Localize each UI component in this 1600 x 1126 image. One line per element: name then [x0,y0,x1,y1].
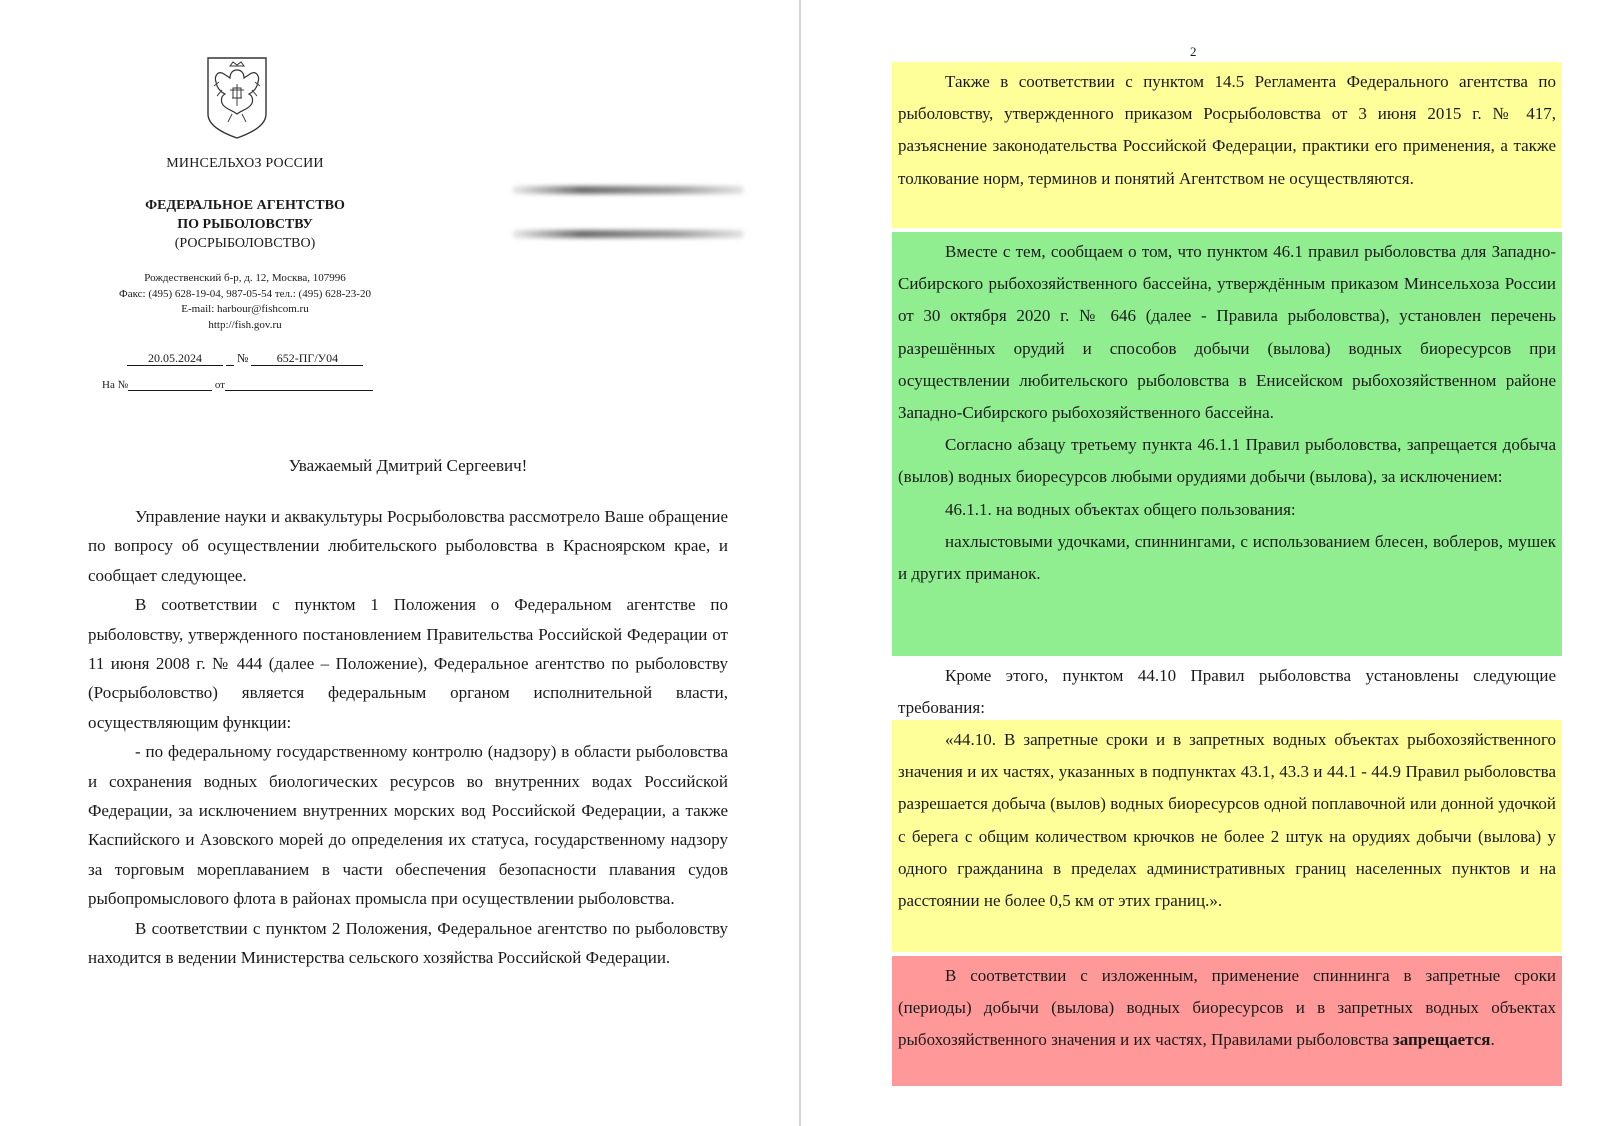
conclusion-text: В соответствии с изложенным, применение спиннинга в запретные сроки (периоды) добычи (вылова) водных биоресурсов и в запретных водных объектах рыбохозяйственного значения и их частях, Правилами рыболовства [898,966,1556,1050]
plain-block [892,656,1562,724]
highlight-block-red [892,956,1562,1086]
highlight-block-yellow [892,720,1562,952]
body-paragraph: Вместе с тем, сообщаем о том, что пунктом 46.1 правил рыболовства для Западно-Сибирского рыбохозяйственного бассейна, утверждённым приказом Минсельхоза России от 30 октября 2020 г. № 646 (далее - Правила рыболовства), установлен перечень разрешённых орудий и способов добычи (вылова) водных биоресурсов при осуществлении любительского рыболовства в Енисейском рыбохозяйственном районе Западно-Сибирского рыбохозяйственного бассейна. [898,242,1556,423]
body-paragraph: Кроме этого, пунктом 44.10 Правил рыболовства установлены следующие требования: [898,666,1556,718]
reply-to-field [128,378,212,391]
reply-from-label: от [214,379,225,391]
body-paragraph: нахлыстовыми удочками, спиннингами, с использованием блесен, воблеров, мушек и других приманок. [898,531,1556,584]
agency-name-line1: ФЕДЕРАЛЬНОЕ АГЕНТСТВО [145,198,345,213]
letter-number-label: № [237,351,249,365]
reference-line [102,378,373,391]
contacts-block [80,271,410,333]
letter-greeting: Уважаемый Дмитрий Сергеевич! [288,456,528,475]
reply-from-field [225,378,373,391]
body-paragraph: - по федеральному государственному контролю (надзору) в области рыболовства и сохранения водных биологических ресурсов во внутренних водах Российской Федерации, за исключением внутренних морских вод Российской Федерации, а также Каспийского и Азовского морей до определения их статуса, государственному надзору за торговым мореплаванием в части обеспечения безопасности плавания судов рыбопромыслового флота в районах промысла при осуществлении рыболовства. [88,742,728,909]
letter-body-left [88,502,728,973]
body-paragraph: 46.1.1. на водных объектах общего пользования: [945,499,1296,519]
russian-coat-of-arms-icon [204,56,270,140]
agency-email: E-mail: harbour@fishcom.ru [181,303,309,315]
letter-number: 652-ПГ/У04 [251,351,363,366]
agency-address: Рождественский б-р, д. 12, Москва, 107996 [144,272,346,284]
redacted-addressee-line [512,230,744,238]
reply-to-label: На № [102,379,129,391]
conclusion-verdict: запрещается [1392,1030,1491,1050]
agency-name-block [100,196,390,253]
agency-short-name: (РОСРЫБОЛОВСТВО) [174,236,316,251]
quoted-rule-paragraph: «44.10. В запретные сроки и в запретных водных объектах рыбохозяйственного значения и их частях, указанных в подпунктах 43.1, 43.3 и 44.1 - 44.9 Правил рыболовства разрешается добыча (вылов) водных биоресурсов одной поплавочной или донной удочкой с берега с общим количеством крючков не более 2 штук на орудиях добычи (вылова) у одного гражданина в пределах административных границ населенных пунктов и на расстоянии не более 0,5 км от этих границ.». [898,730,1556,911]
body-paragraph: В соответствии с пунктом 2 Положения, Федеральное агентство по рыболовству находится в ведении Министерства сельского хозяйства Российской Федерации. [88,918,728,968]
ministry-name: МИНСЕЛЬХОЗ РОССИИ [166,156,324,171]
page-divider [799,0,801,1126]
letter-date: 20.05.2024 [127,351,223,366]
agency-website: http://fish.gov.ru [208,318,282,331]
body-paragraph: Также в соответствии с пунктом 14.5 Регламента Федерального агентства по рыболовству, утвержденного приказом Росрыболовства от 3 июня 2015 г. № 417, разъяснение законодательства Российской Федерации, практики его применения, а также толкование норм, терминов и понятий Агентством не осуществляются. [898,72,1556,188]
agency-phone-fax: Факс: (495) 628-19-04, 987-05-54 тел.: (495) 628-23-20 [119,287,371,300]
body-paragraph: Согласно абзацу третьему пункта 46.1.1 Правил рыболовства, запрещается добыча (вылов) водных биоресурсов любыми орудиями добычи (вылова), за исключением: [898,435,1556,487]
agency-name-line2: ПО РЫБОЛОВСТВУ [177,217,313,232]
conclusion-end: . [1490,1030,1495,1050]
registration-line [127,351,363,366]
body-paragraph: В соответствии с пунктом 1 Положения о Федеральном агентстве по рыболовству, утвержденного постановлением Правительства Российской Федерации от 11 июня 2008 г. № 444 (далее – Положение), Федеральное агентство по рыболовству (Росрыболовство) является федеральным органом исполнительной власти, осуществляющим функции: [88,595,728,732]
conclusion-paragraph [898,960,1556,1057]
highlight-block-green [892,232,1562,656]
page-number: 2 [1190,44,1197,59]
highlight-block-yellow [892,62,1562,228]
redacted-addressee-line [512,186,744,194]
body-paragraph: Управление науки и аквакультуры Росрыболовства рассмотрело Ваше обращение по вопросу об осуществлении любительского рыболовства в Красноярском крае, и сообщает следующее. [88,507,728,585]
